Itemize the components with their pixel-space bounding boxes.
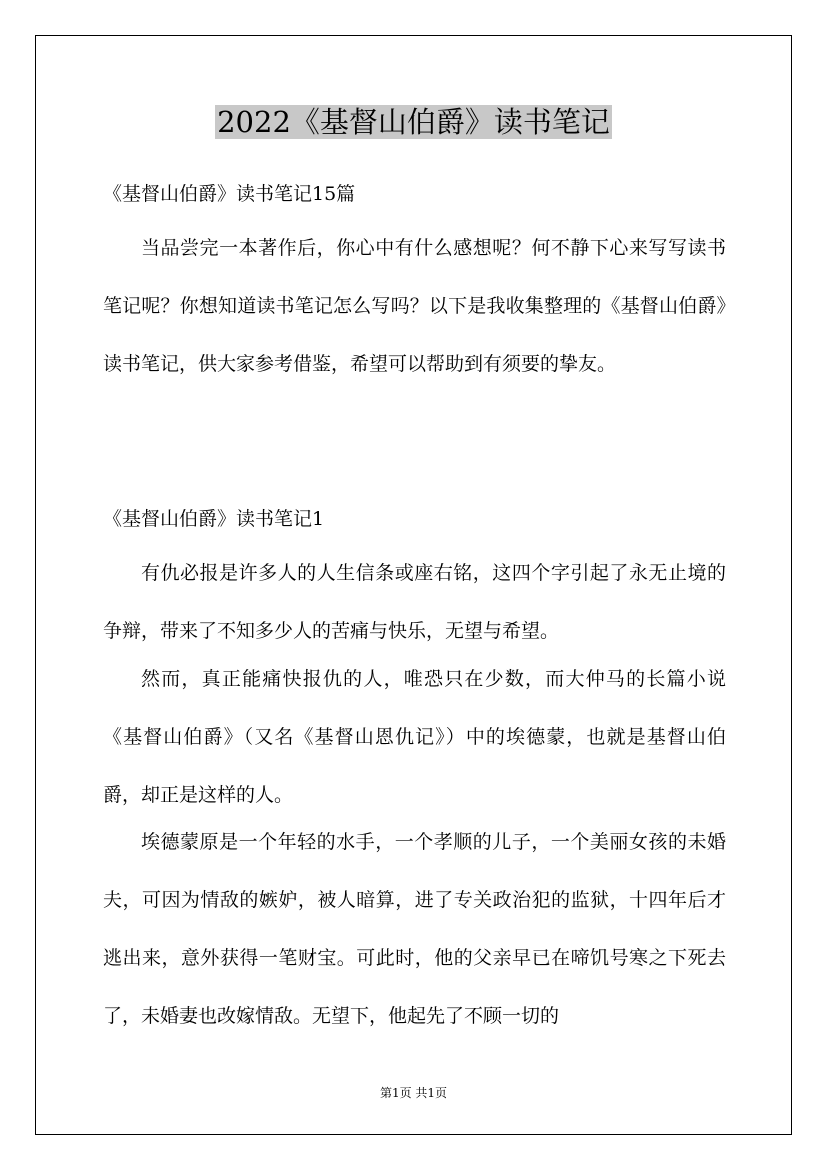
- body-paragraph-3: 埃德蒙原是一个年轻的水手，一个孝顺的儿子，一个美丽女孩的未婚夫，可因为情敌的嫉妒，被人暗算，进了专关政治犯的监狱，十四年后才逃出来，意外获得一笔财宝。可此时，他的父亲早已在啼饥号寒之下死去了，未婚妻也改嫁情敌。无望下，他起先了不顾一切的: [103, 831, 726, 1027]
- document-title: 2022《基督山伯爵》读书笔记: [217, 105, 610, 139]
- intro-paragraph: 当品尝完一本著作后，你心中有什么感想呢？何不静下心来写写读书笔记呢？你想知道读书笔记怎么写吗？以下是我收集整理的《基督山伯爵》读书笔记，供大家参考借鉴，希望可以帮助到有须要的挚友。: [103, 237, 726, 375]
- body-paragraph-1: 有仇必报是许多人的人生信条或座右铭，这四个字引起了永无止境的争辩，带来了不知多少人的苦痛与快乐，无望与希望。: [103, 562, 726, 642]
- subtitle: 《基督山伯爵》读书笔记15篇: [103, 183, 356, 205]
- body-paragraph-2: 然而，真正能痛快报仇的人，唯恐只在少数，而大仲马的长篇小说《基督山伯爵》（又名《基督山恩仇记》）中的埃德蒙，也就是基督山伯爵，却正是这样的人。: [103, 668, 726, 806]
- page-footer: 第1页 共1页: [379, 1086, 448, 1100]
- section-heading: 《基督山伯爵》读书笔记1: [103, 508, 325, 530]
